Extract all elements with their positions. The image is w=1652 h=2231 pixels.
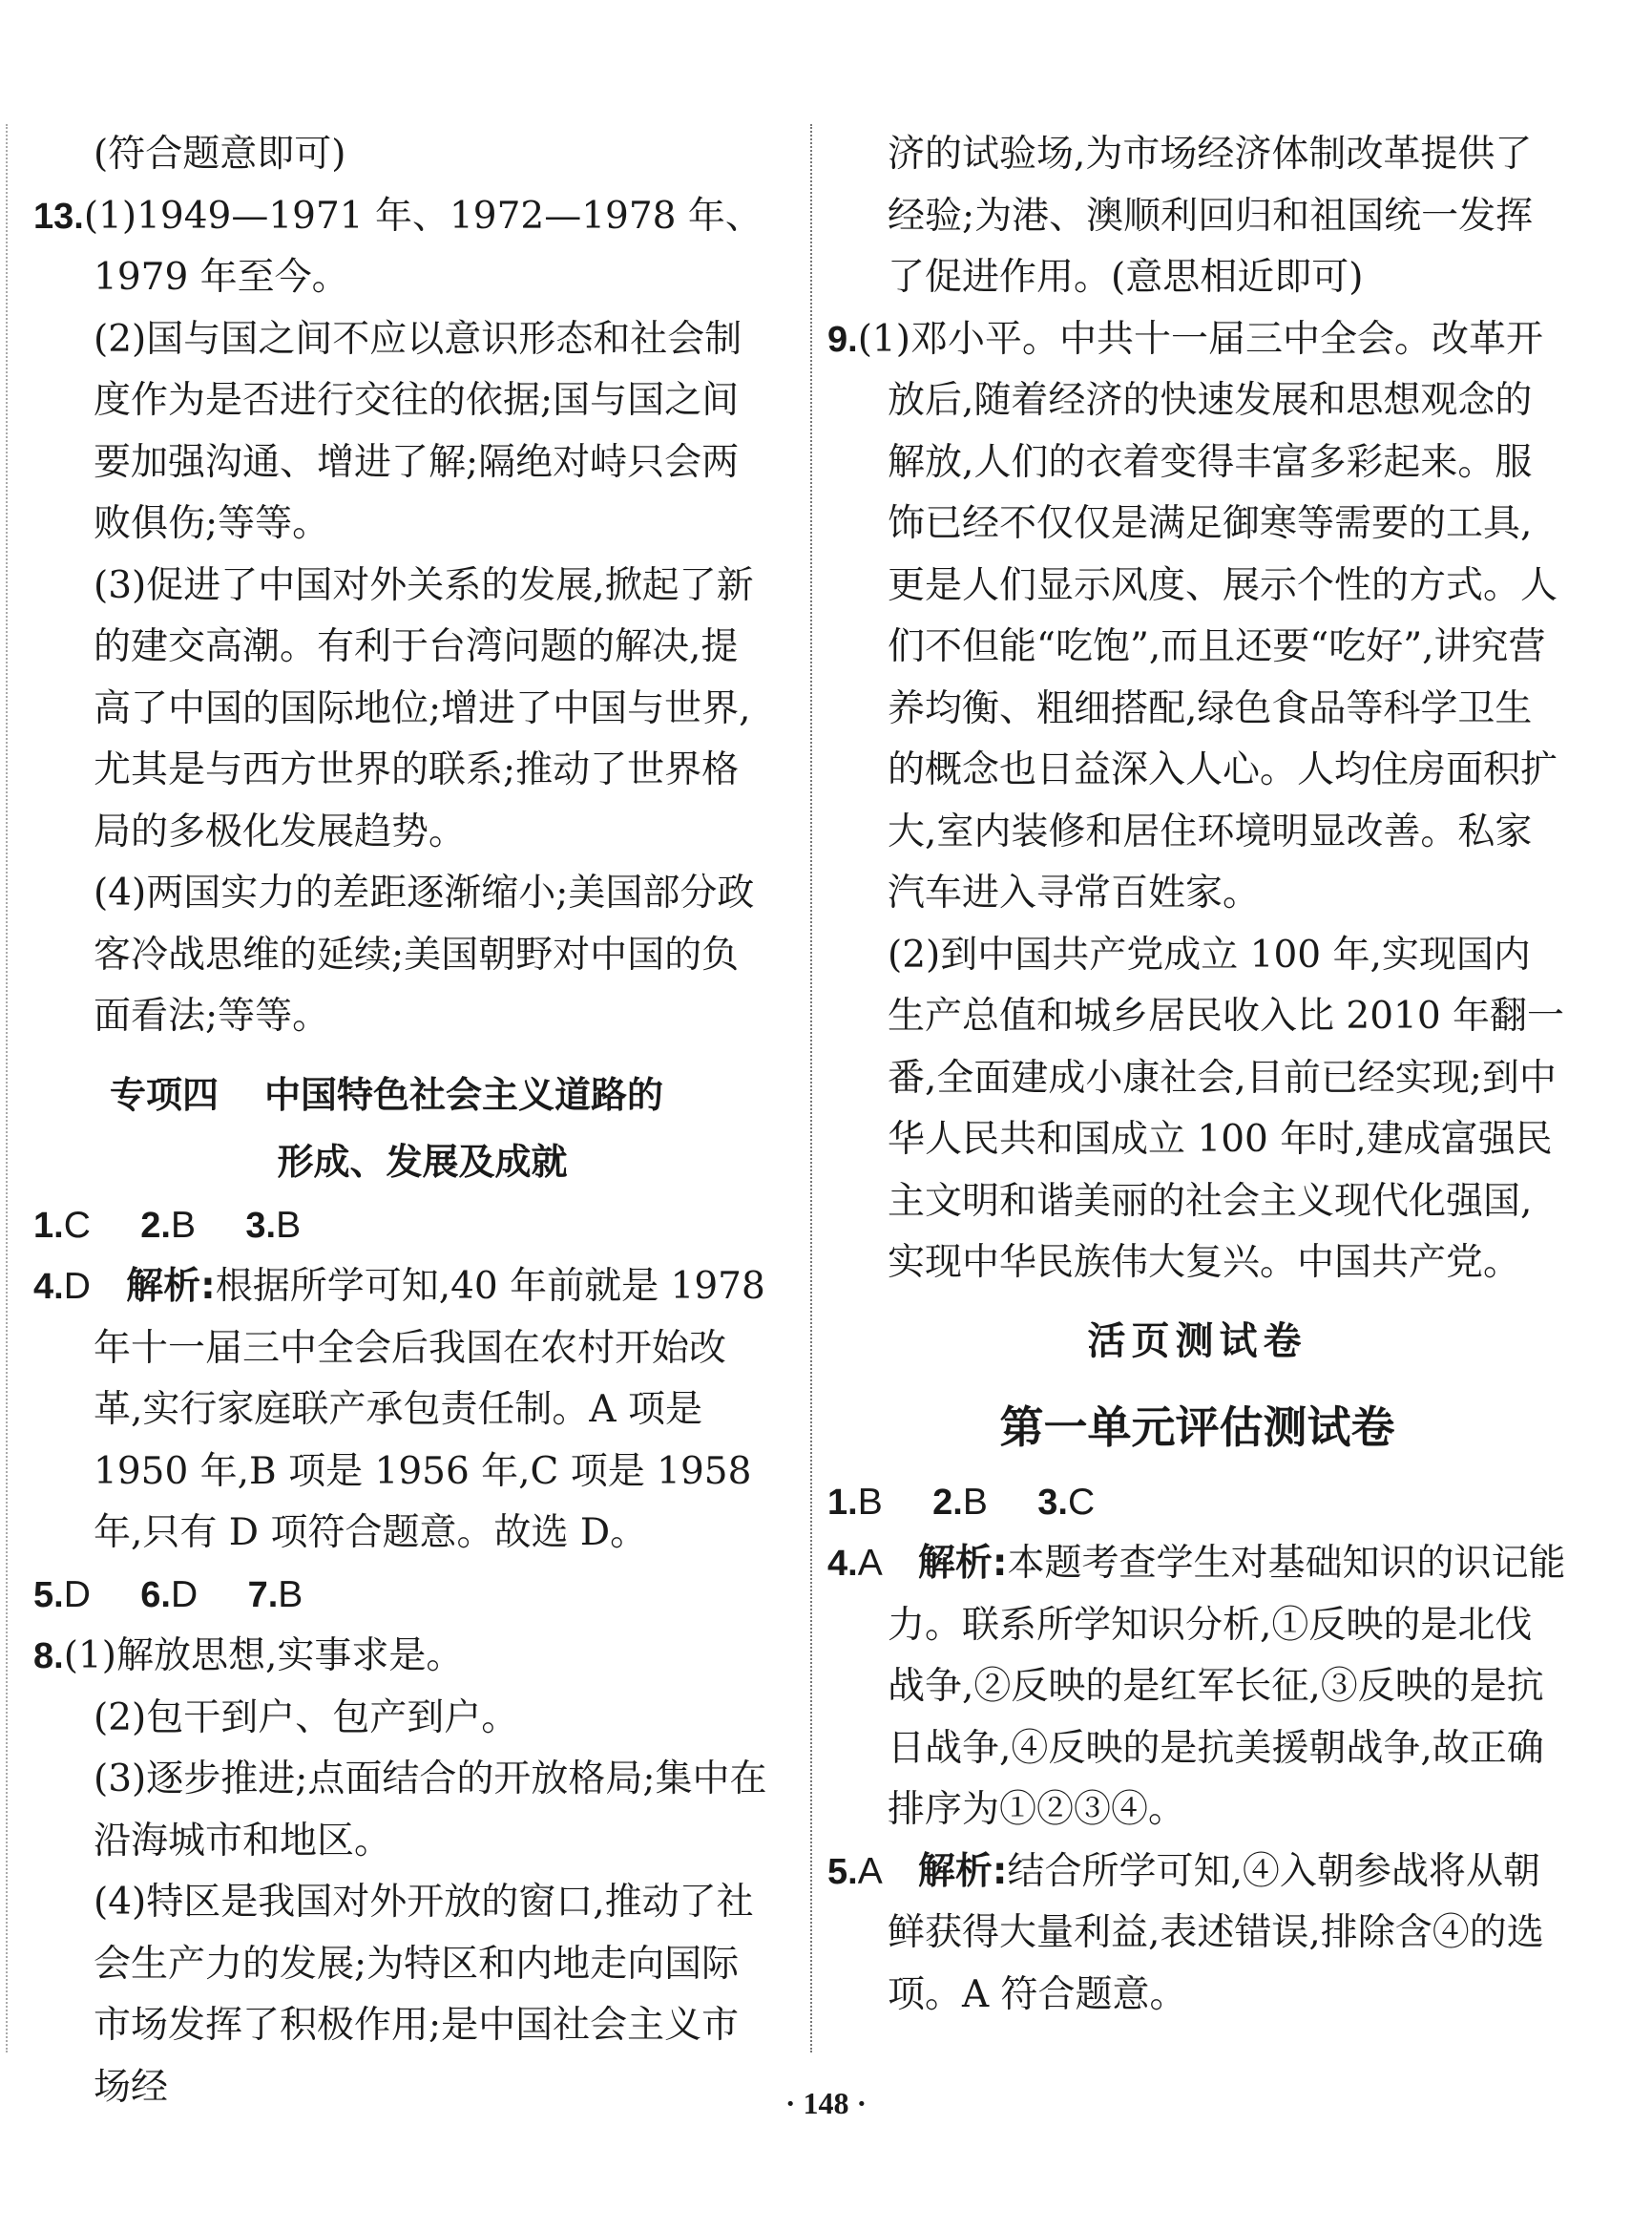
unit-answers-row-1-3: 1.B 2.B 3.C [827, 1481, 1096, 1523]
answers-row-5-7: 5.D 6.D 7.B [33, 1573, 303, 1615]
unit-test-title: 第一单元评估测试卷 [999, 1400, 1395, 1453]
question-13 [33, 186, 773, 1048]
section-label: 专项四 [110, 1073, 220, 1116]
q8-part-4: (4)特区是我国对外开放的窗口,推动了社会生产力的发展;为特区和内地走向国际市场发挥了积极作用;是中国社会主义市场经 [94, 1881, 754, 2109]
unit-question-4: 4.A 解析:本题考查学生对基础知识的识记能力。联系所学知识分析,①反映的是北伐战争,②反映的是红军长征,③反映的是抗日战争,④反映的是抗美援朝战争,故正确排序为①②③④。 [827, 1542, 1566, 1831]
question-8 [33, 1626, 773, 2118]
question-4: 4.D 解析:根据所学可知,40 年前就是 1978 年十一届三中全会后我国在农村开始改革,实行家庭联产承包责任制。A 项是 1950 年,B 项是 1956 年,C 项是 1958 年,只有 D 项符合题意。故选 D。 [33, 1265, 765, 1554]
analysis-label: 解析: [126, 1265, 216, 1308]
q8-part-2: (2)包干到户、包产到户。 [94, 1695, 519, 1739]
q13-part-2: (2)国与国之间不应以意识形态和社会制度作为是否进行交往的依据;国与国之间要加强沟通、增进了解;隔绝对峙只会两败俱伤;等等。 [94, 317, 742, 545]
binding-edge-line [6, 124, 8, 2052]
q9-part-2: (2)到中国共产党成立 100 年,实现国内生产总值和城乡居民收入比 2010 年翻一番,全面建成小康社会,目前已经实现;到中华人民共和国成立 100 年时,建成富强民主文明和谐美丽的社会主义现代化强国,实现中华民族伟大复兴。中国共产党。 [888, 933, 1565, 1284]
q9-part-1: 9.(1)邓小平。中共十一届三中全会。改革开放后,随着经济的快速发展和思想观念的解放,人们的衣着变得丰富多彩起来。服饰已经不仅仅是满足御寒等需要的工具,更是人们显示风度、展示个性的方式。人们不但能“吃饱”,而且还要“吃好”,讲究营养均衡、粗细搭配,绿色食品等科学卫生的概念也日益深入人心。人均住房面积扩大,室内装修和居住环境明显改善。私家汽车进入寻常百姓家。 [827, 317, 1558, 915]
q13-part-3: (3)促进了中国对外关系的发展,掀起了新的建交高潮。有利于台湾问题的解决,提高了中国的国际地位;增进了中国与世界,尤其是与西方世界的联系;推动了世界格局的多极化发展趋势。 [94, 563, 754, 853]
analysis-label: 解析: [917, 1542, 1008, 1585]
unit-question-5: 5.A 解析:结合所学可知,④入朝参战将从朝鲜获得大量利益,表述错误,排除含④的选项。A 符合题意。 [827, 1849, 1544, 2016]
left-column [33, 124, 773, 2118]
q13-part-1: 13.(1)1949—1971 年、1972—1978 年、1979 年至今。 [33, 194, 763, 299]
q8-tail: 济的试验场,为市场经济体制改革提供了经验;为港、澳顺利回归和祖国统一发挥了促进作用。(意思相近即可) [888, 133, 1534, 299]
column-divider [810, 124, 812, 2052]
analysis-label: 解析: [917, 1849, 1008, 1893]
page-number: · 148 · [784, 2086, 868, 2120]
section-heading [33, 1062, 773, 1195]
answers-row-1-3: 1.C 2.B 3.B [33, 1204, 302, 1246]
q13-number: 13. [33, 196, 84, 237]
q12-tail: (符合题意即可) [94, 133, 346, 176]
question-9 [827, 309, 1567, 1294]
q13-part-4: (4)两国实力的差距逐渐缩小;美国部分政客冷战思维的延续;美国朝野对中国的负面看法;等等。 [94, 872, 755, 1038]
q8-part-3: (3)逐步推进;点面结合的开放格局;集中在沿海城市和地区。 [94, 1757, 767, 1863]
activity-test-title: 活页测试卷 [1087, 1318, 1307, 1363]
section-title-line1: 中国特色社会主义道路的 [264, 1073, 664, 1116]
section-title-line2: 形成、发展及成就 [277, 1140, 568, 1183]
right-column [827, 124, 1567, 2026]
q8-part-1: 8.(1)解放思想,实事求是。 [33, 1634, 464, 1677]
